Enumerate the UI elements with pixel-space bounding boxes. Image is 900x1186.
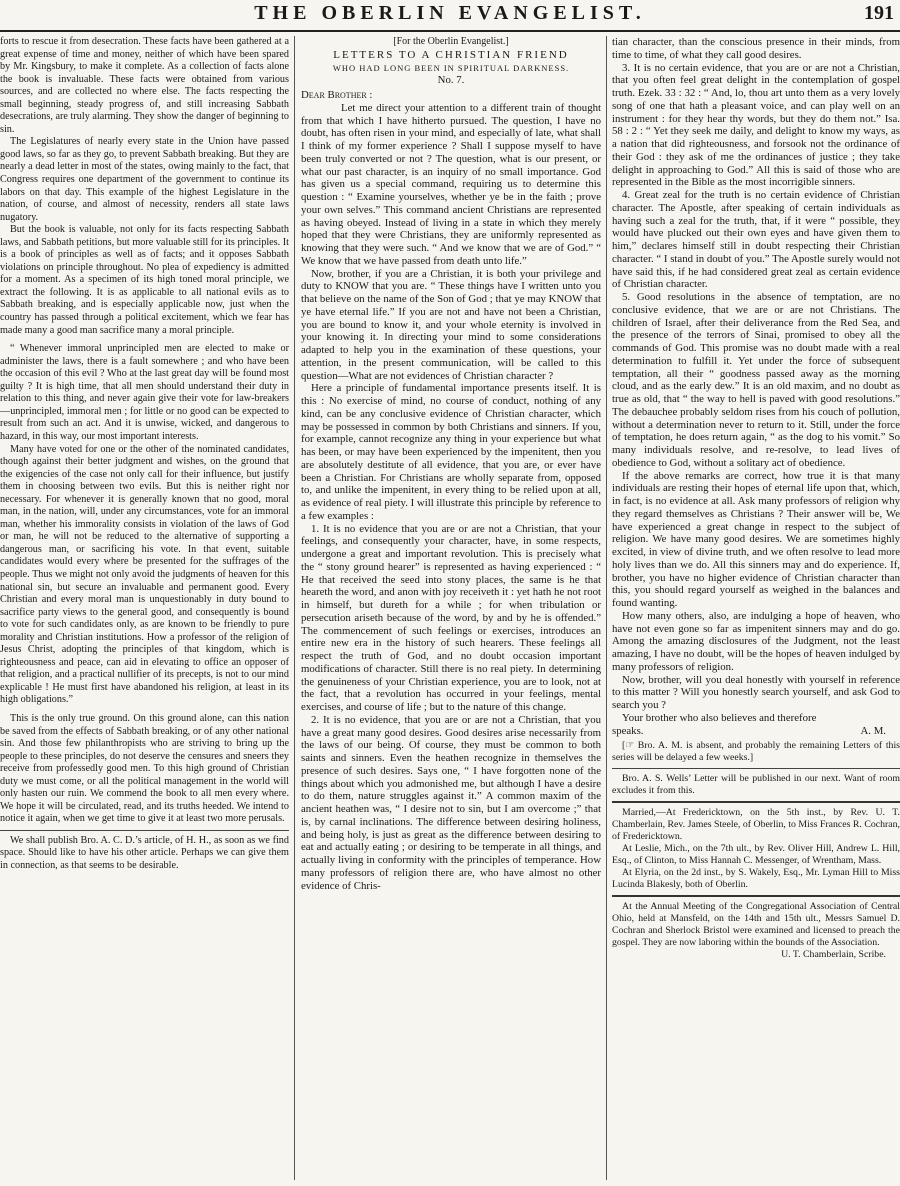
letter-paragraph: Now, brother, if you are a Christian, it is both your privilege and duty to KNOW that you are. “ These things have I written unto you that believe on the name of the Son of God ; that ye may KNOW that ye have eternal life.” If you are not and have not been a Christian, you are bound to know it, and your whole eternity is involved in your knowing it. In directing your mind to some considerations adapted to help you in the examination of these questions, your attention, in the present communication, will be called to this question—What are not evidences of Christian character ? (301, 267, 601, 382)
editor-note: [☞ Bro. A. M. is absent, and probably the remaining Letters of this series will be delayed a few weeks.] (612, 740, 900, 764)
section-rule (612, 801, 900, 803)
scribe-signature: U. T. Chamberlain, Scribe. (781, 949, 886, 961)
letter-paragraph: tian character, than the conscious presence in their minds, from time to time, of what they call good desires. (612, 36, 900, 61)
letter-number: No. 7. (437, 74, 465, 87)
letter-paragraph: 4. Great zeal for the truth is no certain evidence of Christian character. The Apostle, after speaking of certain individuals as having such a zeal for the truth, that, if it were “ possible, they would have plucked out their own eyes and have given them to him,” declares himself still in doubt respecting their Christian character. “ I stand in doubt of you.” The Apostle surely would not have said this, if he had considered great zeal as certain evidence of Christian character. (612, 189, 900, 291)
masthead (0, 0, 900, 32)
column-middle (301, 36, 601, 1180)
quoted-paragraph: Many have voted for one or the other of the nominated candidates, though against their better judgment and wishes, on the ground that the exigencies of the case not only call for their influence, but justify them in choosing between two evils. But this is neither right nor necessary. For whenever it is generally known that no good, moral man, in the nation, will, under any circumstances, vote for an immoral man, whether his immorality consists in violation of the laws of God or man, he will not be reduced to the alternative of supporting a dangerous man, or sacrificing his vote. In that event, suitable candidates would every where be presented for the suffrages of the people. Thus we might not only avoid the judgments of heaven for this national sin, but secure an invaluable and permanent good. Every Christian and every moral man is unquestionably in duty bound to sacrifice party views to the general good, and consequently is bound to vote for such candidates only, as are known to be friendly to pure morality and Christian institutions. How a professor of the religion of Jesus Christ, adopting the principles of that kingdom, which is righteousness and peace, can aid in elevating to office an opposer of that religion, and a practical nullifier of its precepts, is not to our mind explicable ! He must first have abandoned his religion, at least in its high obligations.” (0, 443, 289, 706)
letter-paragraph: Let me direct your attention to a different train of thought from that which I have hitherto pursued. The question, I have no doubt, has often risen in your mind, and especially of late, what shall I think of my former experience ? Shall I suppose myself to have been truly converted or not ? The question, what is our present, or what our past character, is an inquiry of no small importance. God has given us a special command, requiring us to determine this question : “ Examine yourselves, whether ye be in the faith ; prove your own selves.” This command ancient Christians are represented as having obeyed. Instead of living in a state in which they merely hoped that they were Christians, they are uniformly represented as knowing that they were such. “ And we know that we are of God.” “ We know that we have passed from death unto life.” (301, 101, 601, 267)
letter-paragraph: If the above remarks are correct, how true it is that many individuals are resting their hopes of eternal life upon that, which, in fact, is no evidence at all. Ask many professors of religion why they regard themselves as Christians ? Their answer will be, We have experienced a great change in respect to the subject of religion. We have many good desires. We are sometimes highly excited, in view of divine truth, and we often resolve to lead more holy lives than we do. All this sinners may and do experience. If, brother, you have no higher evidence of Christian character than this, you should regard yourself as weighed in the balances and found wanting. (612, 469, 900, 609)
column-left (0, 36, 289, 1180)
signature-initials: A. M. (860, 724, 886, 737)
editor-note: Bro. A. S. Wells’ Letter will be published in our next. Want of room excludes it from this. (612, 773, 900, 797)
review-paragraph: This is the only true ground. On this ground alone, can this nation be saved from the effects of Sabbath breaking, or of any other national sin. And those few philanthropists who are striving to bring up the people to these principles, do not deserve the censures and sneers they receive from professedly good men. To this high ground of Christian duty we must come, or all the political management in the world will only hasten our ruin. We commend the book to all men every where. We hope it will be circulated, read, and its truths heeded. We intend to notice it again, when we get time to give it at least two more perusals. (0, 712, 289, 825)
quoted-paragraph: “ Whenever immoral unprincipled men are elected to make or administer the laws, there is a fault somewhere ; and who have been the occasion of this evil ? Who at the last great day will be found most guilty ? It is high time, that all men should understand their duty in relation to this thing, and never again give their vote for law-breakers—unprincipled, immoral men ; for little or no good can be expected to result from such an act. And it is unwise, wicked, and dangerous to hazard, in this way, our most important interests. (0, 343, 289, 442)
letter-paragraph: 3. It is no certain evidence, that you are or are not a Christian, that you often feel great delight in the contemplation of gospel truth. Ezek. 33 : 32 : “ And, lo, thou art unto them as a very lovely song of one that hath a pleasant voice, and can play well on an instrument : for they hear thy words, but they do them not.” Isa. 58 : 2 : “ Yet they seek me daily, and delight to know my ways, as a nation that did righteousness, and forsook not the ordinance of their God : they ask of me the ordinances of justice ; they take delight in approaching to God.” All this is said of those who are represented in the Bible as the most incorrigible sinners. (612, 61, 900, 189)
marriage-notice: At Elyria, on the 2d inst., by S. Wakely, Esq., Mr. Lyman Hill to Miss Lucinda Blakesly, both of Oberlin. (612, 867, 900, 891)
signature-line (612, 725, 900, 738)
association-notice: At the Annual Meeting of the Congregational Association of Central Ohio, held at Mansfeld, on the 14th and 15th ult., Messrs Samuel D. Cochran and Sherlock Bristol were examined and licensed to preach the gospel. They are now laboring within the bounds of the Association. (612, 901, 900, 949)
letter-paragraph: Here a principle of fundamental importance presents itself. It is this : No exercise of mind, no course of conduct, nothing of any kind, can be any conclusive evidence of Christian character, which may be possessed in common by both Christians and sinners. If you, for example, cannot recognize any thing in your experience but what has been, or may have been experienced by the impenitent, then you are absolutely destitute of all evidence, that you are, or ever have been a Christian. For Christians are wholly separate from, opposed to, and unlike the impenitent, in every thing to be relied upon at all, as evidence of real piety. I will illustrate this principle by reference to a few examples : (301, 382, 601, 522)
review-paragraph: But the book is valuable, not only for its facts respecting Sabbath laws, and Sabbath petitions, but more valuable still for its principles. It is a book of principles as well as of facts; and it opposes Sabbath violations on principle throughout. No plea of expediency is admitted for a moment. As a specimen of its high toned moral principle, we extract the following. It is as applicable to all national evils as to Sabbath breaking, and is especially applicable now, just when the country has passed through a political excitement, which we fear has made many a good man sacrifice many a moral principle. (0, 224, 289, 336)
salutation: Dear Brother : (301, 89, 373, 101)
section-rule (0, 830, 289, 831)
page-title: THE OBERLIN EVANGELIST. (254, 2, 646, 24)
signature-left: speaks. (612, 724, 644, 737)
letter-paragraph: 1. It is no evidence that you are or are not a Christian, that your feelings, and consequently your character, have, in some respects, undergone a great and important revolution. This is precisely what the “ stony ground hearer” is represented as having experienced : “ He that received the seed into stony places, the same is he that heareth the word, and anon with joy receiveth it : yet hath he not root in himself, but dureth for a while ; for when tribulation or persecution ariseth because of the word, by and by he is offended.” The commencement of such feelings or exercises, introduces an entire new era in the history of such hearers. These feelings all respect the truth of God, and no doubt occasion important modifications of character. Still there is no real piety. In determining the genuineness of your Christian experience, you are to look, not at the fact, that a revolution has occurred in your feelings, mental exercises, and course of life ; but to the nature of this change. (301, 522, 601, 713)
column-right (612, 36, 900, 1180)
article-heading: LETTERS TO A CHRISTIAN FRIEND (333, 48, 569, 61)
letter-paragraph: 2. It is no evidence, that you are or are not a Christian, that you have a great many good desires. Good desires arise necessarily from the laws of our being. Of course, they must be common to both saints and sinners. Even the heathen recognize in themselves the presence of such desires. Says one, “ I have forgotten none of the things about which you admonished me, but although I have a desire to do them, nature struggles against it.” A common maxim of the ancient heathen was, “ I desire not to sin, but I am overcome ;” that is, by carnal inclinations. The difference between desiring holiness, and being holy, is just as great as the difference between desiring to eat and actually eating ; or desiring to be temperate in all things, and actually living in conformity with the principles of temperance. How many professors of religion there are, who have almost no other evidence of Chris- (301, 713, 601, 892)
column-divider (294, 36, 295, 1180)
review-paragraph: The Legislatures of nearly every state in the Union have passed good laws, so far as they go, to prevent Sabbath breaking. But they are nearly a dead letter in most of the states, owing mainly to the fact, that Congress requires one department of the government to continue its labors on that day. This example of the highest Legislature in the nation, of course, and almost of necessity, renders all state laws nugatory. (0, 136, 289, 223)
review-paragraph: forts to rescue it from desecration. These facts have been gathered at a great expense of time and money, neither of which have been spared by Mr. Kingsbury, to make it complete. As a collection of facts alone the book is invaluable. These facts were obtained from various sources, and are collected no where else. The facts respecting the small beginning, steady progress of, and still increasing Sabbath desecrations, are truly alarming. They show the danger of beginning to sin. (0, 36, 289, 135)
article-subheading: WHO HAD LONG BEEN IN SPIRITUAL DARKNESS. (332, 62, 570, 73)
section-rule (612, 895, 900, 897)
letter-paragraph: Your brother who also believes and therefore (622, 711, 817, 724)
marriage-notice: At Leslie, Mich., on the 7th ult., by Rev. Oliver Hill, Andrew L. Hill, Esq., of Clinton, to Miss Hannah C. Messenger, of Wrentham, Mass. (612, 843, 900, 867)
marriage-notice: Married,—At Fredericktown, on the 5th inst., by Rev. U. T. Chamberlain, Rev. James Steele, of Oberlin, to Miss Frances R. Cochran, of Fredericktown. (612, 807, 900, 843)
page-number: 191 (864, 2, 894, 24)
byline: [For the Oberlin Evangelist.] (393, 36, 509, 47)
column-divider (606, 36, 607, 1180)
editor-note: We shall publish Bro. A. C. D.’s article, of H. H., as soon as we find space. Should like to have his other article. Perhaps we can give them in connection, as that seems to be desirable. (0, 834, 289, 871)
letter-paragraph: How many others, also, are indulging a hope of heaven, who have not even gone so far as impenitent sinners may and do go. Among the amazing disclosures of the Judgment, not the least amazing, I have no doubt, will be the hopes of heaven indulged by many professors of religion. (612, 609, 900, 673)
section-rule (612, 768, 900, 769)
letter-paragraph: Now, brother, will you deal honestly with yourself in reference to this matter ? Will you honestly search yourself, and ask God to search you ? (612, 673, 900, 711)
letter-paragraph: 5. Good resolutions in the absence of temptation, are no conclusive evidence, that we are or are not Christians. The children of Israel, after their deliverance from the Red Sea, and the presence of the terrors of Sinai, promised to obey all the commands of God. This promise was no doubt made with a real determination to fulfill it. Yet under the force of subsequent temptation, all their “ goodness passed away as the morning cloud, and as the early dew.” It is an old maxim, and no doubt as true as old, that “ the way to hell is paved with good resolutions.” The debauchee probably seldom rises from his couch of pollution, without a determination never to return to it. Still, under the force of temptation, he does return again, “ as the dog to his vomit.” So many individuals resolve, and re-resolve, to lead lives of obedience to God, without a solitary act of obedience. (612, 291, 900, 469)
